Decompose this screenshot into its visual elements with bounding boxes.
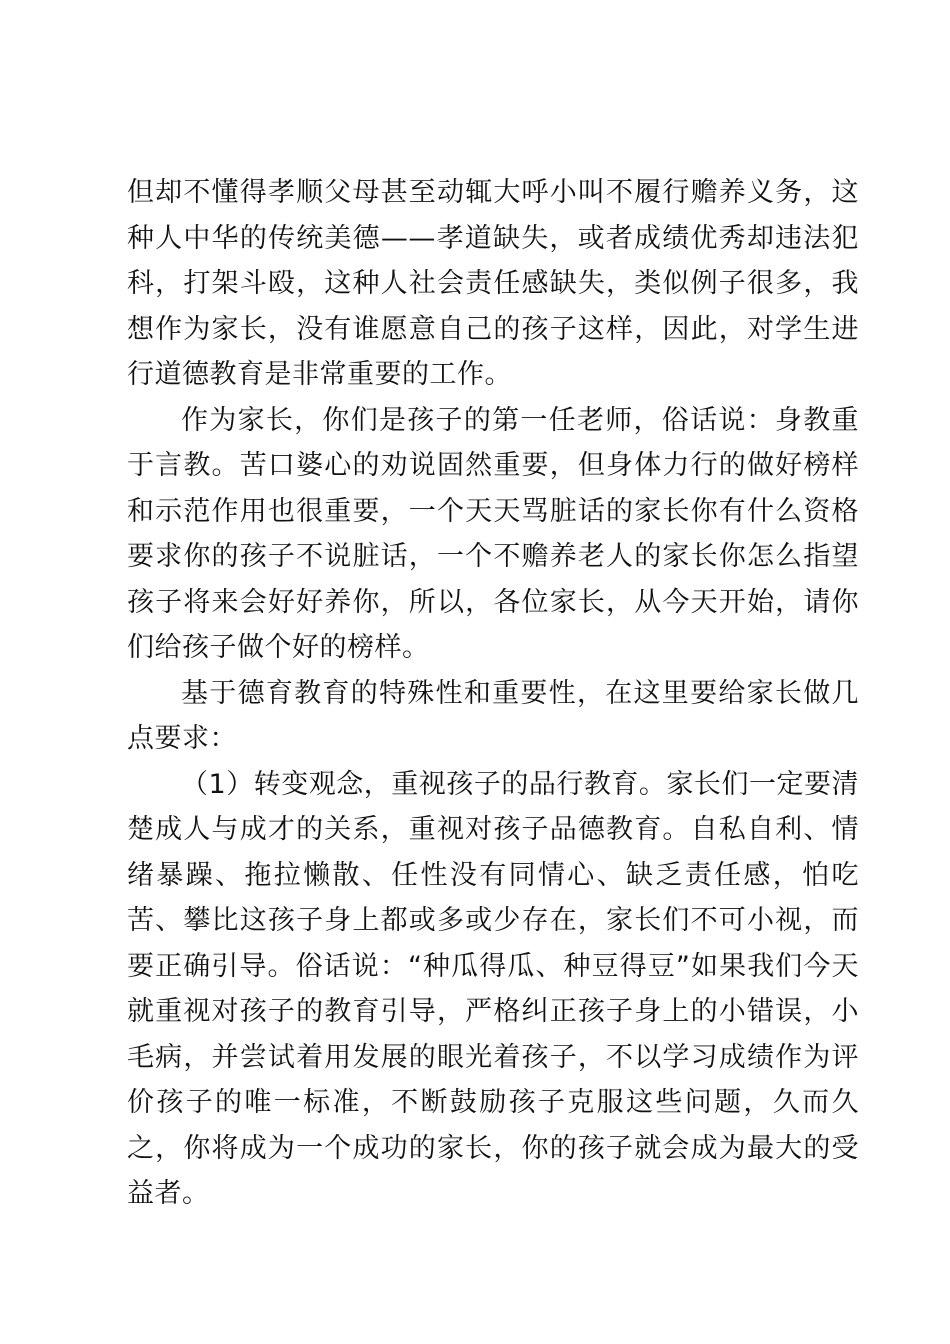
document-body xyxy=(127,170,859,1217)
paragraph-requirement-1: （1）转变观念，重视孩子的品行教育。家长们一定要清楚成人与成才的关系，重视对孩子品德教育。自私自利、情绪暴躁、拖拉懒散、任性没有同情心、缺乏责任感，怕吃苦、攀比这孩子身上都或多或少存在，家长们不可小视，而要正确引导。俗话说：“种瓜得瓜、种豆得豆”如果我们今天就重视对孩子的教育引导，严格纠正孩子身上的小错误，小毛病，并尝试着用发展的眼光着孩子，不以学习成绩作为评价孩子的唯一标准，不断鼓励孩子克服这些问题，久而久之，你将成为一个成功的家长，你的孩子就会成为最大的受益者。 xyxy=(127,768,859,1209)
paragraph-requirements-intro: 基于德育教育的特殊性和重要性，在这里要给家长做几点要求： xyxy=(127,677,859,754)
paragraph-continued: 但却不懂得孝顺父母甚至动辄大呼小叫不履行赡养义务，这种人中华的传统美德——孝道缺失，或者成绩优秀却违法犯科，打架斗殴，这种人社会责任感缺失，类似例子很多，我想作为家长，没有谁愿意自己的孩子这样，因此，对学生进行道德教育是非常重要的工作。 xyxy=(127,177,859,390)
paragraph-parent-role-model: 作为家长，你们是孩子的第一任老师，俗话说：身教重于言教。苦口婆心的劝说固然重要，但身体力行的做好榜样和示范作用也很重要，一个天天骂脏话的家长你有什么资格要求你的孩子不说脏话，一个不赡养老人的家长你怎么指望孩子将来会好好养你，所以，各位家长，从今天开始，请你们给孩子做个好的榜样。 xyxy=(127,404,859,663)
